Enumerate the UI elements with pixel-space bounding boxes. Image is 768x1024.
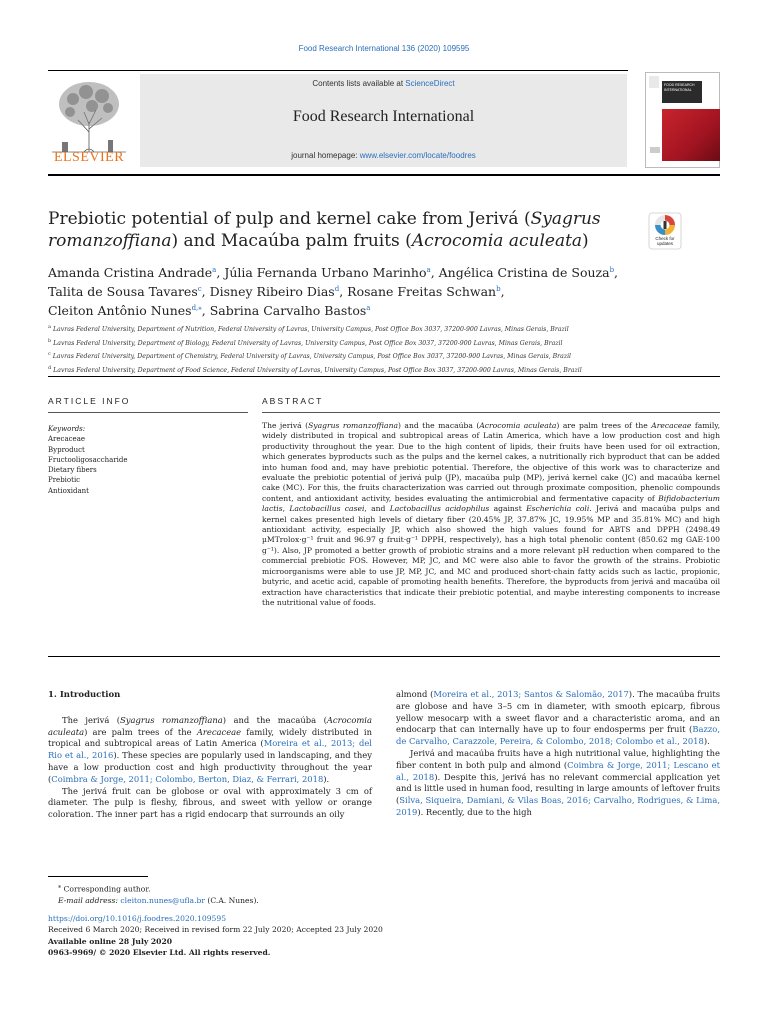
keyword: Dietary fibers <box>48 466 97 475</box>
doi-link[interactable]: https://doi.org/10.1016/j.foodres.2020.109595 <box>48 914 227 923</box>
email-link[interactable]: cleiton.nunes@ufla.br <box>120 895 205 905</box>
keyword: Antioxidant <box>48 486 89 495</box>
text: Jerivá and macaúba fruits have a high nutritional value, highlighting the fiber content in both pulp and almond ( <box>396 747 720 770</box>
text: ). Recently, due to the high <box>417 806 532 817</box>
author-affiliation-mark[interactable]: a <box>212 266 217 274</box>
contents-line <box>140 79 627 88</box>
cover-publisher-mark <box>650 147 660 153</box>
citation-link[interactable]: Silva, Siqueira, Damiani, & Vilas Boas, 2016; Carvalho, Rodrigues, & Lima, 2019 <box>396 795 720 817</box>
text: The jerivá ( <box>62 714 121 725</box>
keyword-list <box>48 434 248 496</box>
sciencedirect-link[interactable]: ScienceDirect <box>405 79 455 88</box>
citation-link[interactable]: Coimbra & Jorge, 2011; Colombo, Berton, Diaz, & Ferrari, 2018 <box>51 773 324 784</box>
author[interactable]: Rosane Freitas Schwan <box>347 284 497 300</box>
abstract-rule <box>262 412 720 413</box>
affiliation <box>48 322 728 336</box>
text: family, widely distributed in tropical and subtropical areas of Latin America ( <box>48 726 373 749</box>
taxon-name: Escherichia coli <box>526 504 590 514</box>
affiliation-text: Lavras Federal University, Department of Biology, Federal University of Lavras, University Campus, Post Office Box 3037, 37200-900 Lavras, Minas Gerais, Brazil <box>53 339 563 347</box>
abstract-text: The jerivá (Syagrus romanzoffiana) and the macaúba (Acrocomia aculeata) are palm trees of the Arecaceae family, widely distributed in tropical and subtropical areas of Latin America, which have a low production cost and high productivity throughout the year. Due to the high content of lipids, their fruits have been used for oil extraction, which generates byproducts such as the pulps and the kernel cakes, a nutritionally rich byproduct that can be added into human food and, may have prebiotic potential. Therefore, the objective of this work was to characterize and evaluate the prebiotic potential of jerivá pulp (JP), macaúba pulp (MP), jerivá kernel cake (JC) and macaúba kernel cake (MC). For this, the fruits characterization was carried out through proximate composition, phenolic compounds content, and antioxidant activity, besides evaluating the antimicrobial and fermentative capacity of Bifidobacterium lactis, Lactobacillus casei, and Lactobacillus acidophilus against Escherichia coli. Jerivá and macaúba pulps and kernel cakes presented high levels of dietary fiber (20.45% JP, 37.87% JC, 19.95% MP and 35.81% MC) and high antioxidant activity, especially JP, which also showed the high values found for ABTS and DPPH (2498.49 µMTrolox·g⁻¹ fruit and 96.97 g fruit·g⁻¹ DPPH, respectively), has a high total phenolic content (850.62 mg GAE·100 g⁻¹). Also, JP promoted a better growth of probiotic strains and a more relevant pH reduction when compared to the commercial prebiotic FOS. However, MP, JC, and MC were also able to favor the growth of the strains. Probiotic microorganisms were able to use JP, MP, JC, and MC and produced short-chain fatty acids such as lactic, propionic, butyric, and acetic acid, capable of promoting health benefits. Therefore, the byproducts from jerivá and macaúba oil extraction have characteristics that indicate their prebiotic potential, and maybe interesting components to increase the nutritional value of foods. <box>262 421 720 607</box>
citation-link[interactable]: Moreira et al., 2013; del Rio et al., 2016 <box>48 738 372 761</box>
citation-link[interactable]: Coimbra & Jorge, 2011; Lescano et al., 2018 <box>396 759 720 782</box>
article-title <box>48 208 608 252</box>
paragraph <box>396 748 720 819</box>
available-online: Available online 28 July 2020 <box>48 936 173 946</box>
abstract-heading: ABSTRACT <box>262 396 324 406</box>
introduction-heading: 1. Introduction <box>48 690 121 700</box>
family-name: Arecaceae <box>196 726 242 737</box>
taxon-name: Syagrus romanzoffiana <box>308 421 398 430</box>
citation-link[interactable]: Moreira et al., 2013; Santos & Salomão, 2017 <box>433 689 629 699</box>
text: ). Despite this, jerivá has no relevant commercial application yet and is little used in human food, resulting in large amounts of leftover fruits ( <box>396 771 720 806</box>
author[interactable]: Júlia Fernanda Urbano Marinho <box>224 265 427 281</box>
species-name: Syagrus romanzoffiana <box>120 714 223 725</box>
author-separator: , <box>339 284 348 300</box>
text: ) are palm trees of the <box>84 726 197 737</box>
text: ). These species are popularly used in landscaping, and they have a low production cost and high productivity throughout the year ( <box>48 750 372 784</box>
copyright: 0963-9969/ © 2020 Elsevier Ltd. All rights reserved. <box>48 947 271 957</box>
body-column-right <box>396 689 720 819</box>
affiliation-label: b <box>48 337 52 344</box>
author-separator: , <box>430 265 439 281</box>
keyword: Byproduct <box>48 445 85 454</box>
title-part-3: ) <box>582 231 589 251</box>
author-affiliation-mark[interactable]: c <box>197 285 202 294</box>
author-separator: , <box>216 265 225 281</box>
taxon-name: Bifidobacterium lactis <box>262 493 720 514</box>
cover-red-band <box>662 109 720 161</box>
footnote-mark: ⁎ <box>58 883 62 890</box>
author[interactable]: Sabrina Carvalho Bastos <box>209 303 367 319</box>
publication-info <box>48 913 548 958</box>
text: ) and the macaúba ( <box>222 714 327 725</box>
email-label: E-mail address: <box>58 895 118 905</box>
taxon-name: Lactobacillus acidophilus <box>389 504 490 514</box>
author[interactable]: Angélica Cristina de Souza <box>438 265 610 281</box>
elsevier-wordmark: ELSEVIER <box>53 150 125 165</box>
author-affiliation-mark[interactable]: b <box>496 285 501 294</box>
affiliation <box>48 363 728 377</box>
body-column-left <box>48 690 372 821</box>
affiliation <box>48 349 728 363</box>
keywords-block <box>48 424 248 496</box>
article-info-rule <box>48 412 248 413</box>
affiliation-list <box>48 322 728 376</box>
title-italic-1: Syagrus romanzoffiana <box>48 209 601 251</box>
affiliation-text: Lavras Federal University, Department of Nutrition, Federal University of Lavras, University Campus, Post Office Box 3037, 37200-900 Lavras, Minas Gerais, Brazil <box>52 326 569 334</box>
author-affiliation-mark[interactable]: d,⁎ <box>191 304 202 313</box>
title-italic-2: Acrocomia aculeata <box>411 231 583 251</box>
text: (C.A. Nunes). <box>207 895 259 905</box>
affiliation-label: c <box>48 351 51 358</box>
paragraph <box>396 689 720 748</box>
text: almond ( <box>396 689 434 699</box>
author-affiliation-mark[interactable]: a <box>366 304 371 313</box>
author-affiliation-mark[interactable]: d <box>334 285 340 294</box>
taxon-name: Arecaceae <box>651 421 692 430</box>
taxon-name: Lactobacillus casei <box>289 504 365 514</box>
paragraph: The jerivá fruit can be globose or oval with approximately 3 cm of diameter. The pulp is fleshy, fibrous, and sweet with yellow or orange coloration. The inner part has a rigid endocarp that surrounds an oily <box>48 785 372 820</box>
footnote-rule <box>48 876 148 877</box>
affiliation-label: d <box>48 364 52 371</box>
journal-cover-thumbnail[interactable] <box>645 72 720 168</box>
crossmark-label[interactable]: Check for updates <box>655 236 675 246</box>
text: ). <box>323 773 330 784</box>
cover-logo-icon <box>649 76 659 88</box>
affiliation-text: Lavras Federal University, Department of Chemistry, Federal University of Lavras, University Campus, Post Office Box 3037, 37200-900 Lavras, Minas Gerais, Brazil <box>52 353 572 361</box>
section-rule <box>48 376 720 377</box>
section-rule <box>48 656 720 657</box>
author[interactable]: Talita de Sousa Tavares <box>48 284 198 300</box>
article-info-heading: ARTICLE INFO <box>48 396 131 406</box>
homepage-line <box>140 151 627 160</box>
paragraph <box>48 715 372 786</box>
affiliation-text: Lavras Federal University, Department of Food Science, Federal University of Lavras, University Campus, Post Office Box 3037, 37200-900 Lavras, Minas Gerais, Brazil <box>53 366 582 374</box>
author[interactable]: Cleiton Antônio Nunes <box>48 303 192 319</box>
keyword: Arecaceae <box>48 435 86 444</box>
received-dates: Received 6 March 2020; Received in revised form 22 July 2020; Accepted 23 July 2020 <box>48 925 383 935</box>
author-list <box>48 262 648 319</box>
contents-prefix: Contents lists available at <box>312 79 406 88</box>
keywords-title: Keywords: <box>48 425 86 433</box>
cover-title: FOOD RESEARCH INTERNATIONAL <box>662 81 702 103</box>
affiliation <box>48 336 728 350</box>
author-affiliation-mark[interactable]: a <box>426 266 431 274</box>
masthead-top-rule <box>48 70 628 71</box>
title-part-2: ) and Macaúba palm fruits ( <box>171 231 412 251</box>
journal-title: Food Research International <box>292 108 475 125</box>
corresponding-author-note <box>48 881 468 895</box>
homepage-link[interactable]: www.elsevier.com/locate/foodres <box>359 151 476 160</box>
species-name: Acrocomia aculeata <box>48 714 372 737</box>
footnotes <box>48 881 468 906</box>
author[interactable]: Disney Ribeiro Dias <box>209 284 335 300</box>
title-part-1: Prebiotic potential of pulp and kernel cake from Jerivá ( <box>48 209 531 229</box>
author-affiliation-mark[interactable]: b <box>609 266 615 274</box>
author-separator: , <box>614 265 619 281</box>
author-separator: , <box>201 284 210 300</box>
journal-reference[interactable]: Food Research International 136 (2020) 109595 <box>298 44 470 53</box>
author-separator: , <box>201 303 210 319</box>
citation-link[interactable]: Bazzo, de Carvalho, Carazzole, Pereira, & Colombo, 2018; Colombo et al., 2018 <box>396 724 720 747</box>
email-note <box>48 895 468 906</box>
taxon-name: Acrocomia aculeata <box>479 421 557 430</box>
author-separator: , <box>500 284 505 300</box>
text: ). <box>703 736 710 747</box>
keyword: Fructooligosaccharide <box>48 455 128 464</box>
homepage-prefix: journal homepage: <box>291 151 360 160</box>
author[interactable]: Amanda Cristina Andrade <box>48 265 213 281</box>
affiliation-label: a <box>48 324 51 330</box>
masthead-bottom-rule <box>48 174 720 176</box>
text: Corresponding author. <box>63 884 151 894</box>
text: ). The macaúba fruits are globose and have 3–5 cm in diameter, with smooth epicarp, fibrous yellow mesocarp with a sweet flavor and a characteristic aroma, and an endocarp that can internally have up to four endosperms per fruit ( <box>396 689 721 735</box>
keyword: Prebiotic <box>48 476 81 485</box>
